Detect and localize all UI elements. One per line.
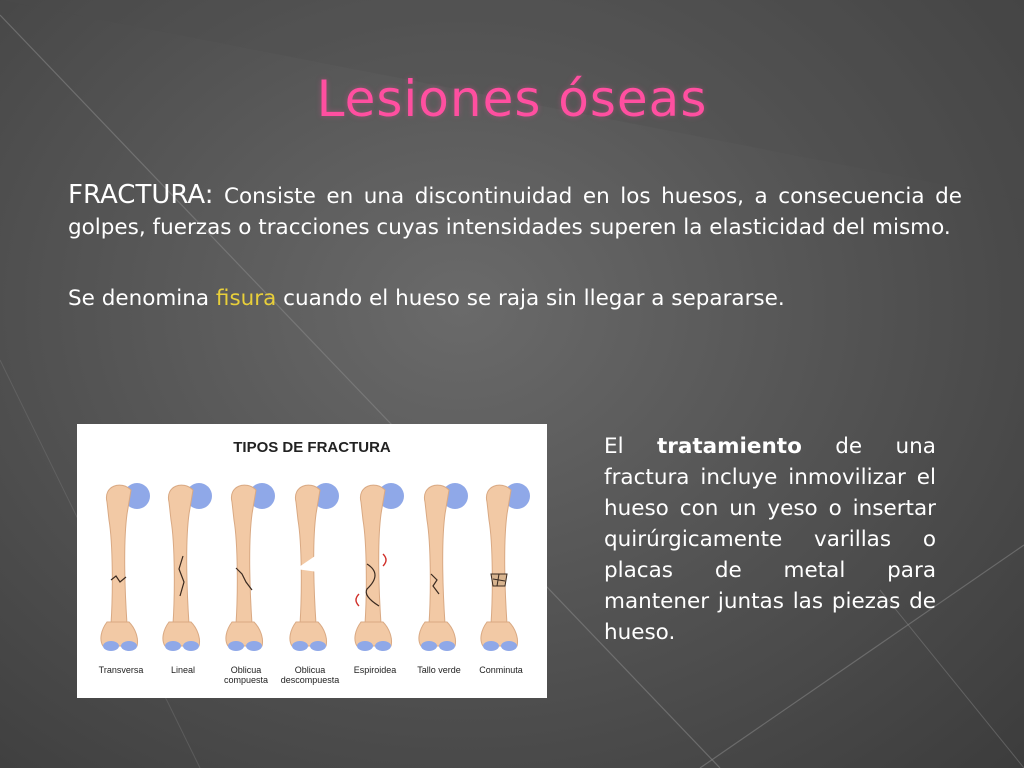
fisura-keyword: fisura	[215, 286, 277, 311]
fracture-types-figure	[77, 424, 547, 698]
bone-linear	[163, 483, 212, 651]
tratamiento-keyword: tratamiento	[656, 434, 802, 459]
tratamiento-paragraph	[604, 431, 936, 648]
fractura-definition: Consiste en una discontinuidad en los huesos, a consecuencia de golpes, fuerzas o tracciones cuyas intensidades superen la elasticidad del mismo.	[68, 184, 962, 240]
bone-label: descompuesta	[280, 675, 340, 685]
bone-label: Lineal	[170, 665, 196, 675]
bone-label: compuesta	[223, 675, 269, 685]
bone-label: Tallo verde	[417, 665, 461, 675]
fisura-prefix: Se denomina	[68, 286, 216, 311]
bone-comminuted	[481, 483, 530, 651]
bone-label: Conminuta	[479, 665, 523, 675]
bone-oblique-compound	[226, 483, 275, 651]
fractura-term: FRACTURA:	[68, 180, 214, 210]
fisura-paragraph	[68, 283, 962, 314]
bone-label: Oblicua	[230, 665, 262, 675]
figure-title: TIPOS DE FRACTURA	[233, 439, 391, 456]
bones-illustration	[77, 424, 547, 698]
bone-oblique-displaced	[290, 483, 339, 651]
fisura-suffix: cuando el hueso se raja sin llegar a separarse.	[276, 286, 785, 311]
bone-greenstick	[419, 483, 468, 651]
tratamiento-suffix: de una fractura incluye inmovilizar el hueso con un yeso o insertar quirúrgicamente varillas o placas de metal para mantener juntas las piezas de hueso.	[604, 434, 936, 645]
bone-label: Oblicua	[294, 665, 326, 675]
bone-label: Transversa	[98, 665, 144, 675]
fractura-paragraph	[68, 180, 962, 243]
bone-transverse	[101, 483, 150, 651]
bone-label: Espiroidea	[353, 665, 397, 675]
slide-title: Lesiones óseas	[316, 70, 708, 128]
bone-spiral	[355, 483, 404, 651]
tratamiento-prefix: El	[604, 434, 657, 459]
